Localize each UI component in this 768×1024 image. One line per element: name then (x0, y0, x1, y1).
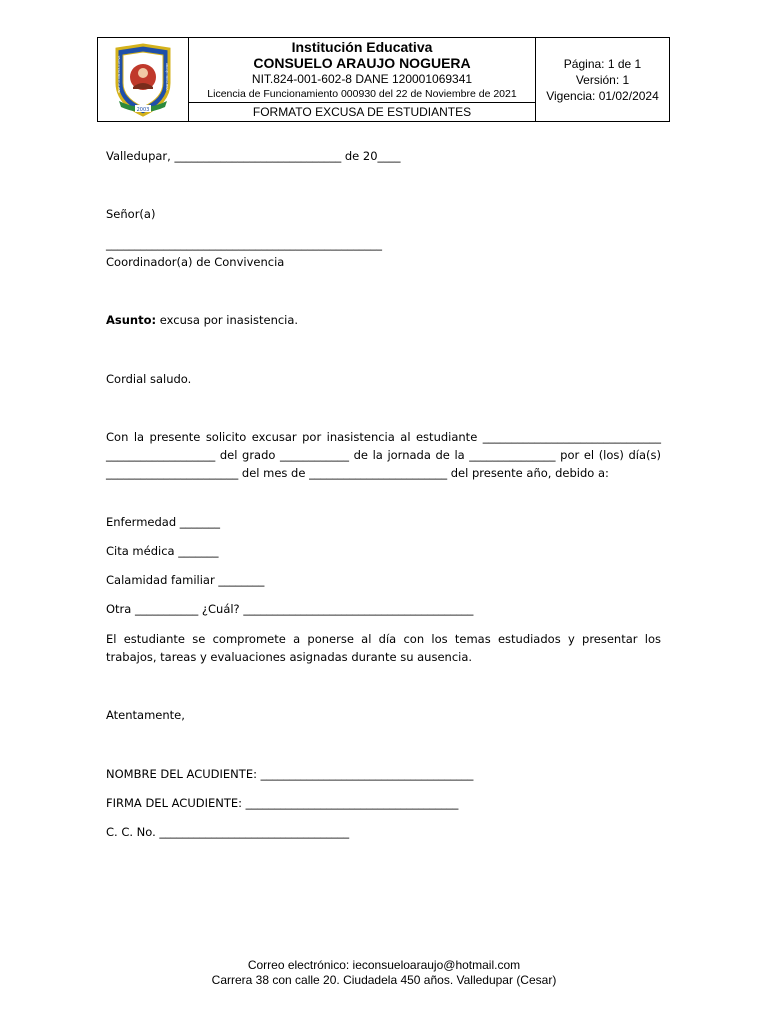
document-control (536, 38, 670, 122)
logo-text-left: INSTITUCIÓN EDUCATIVA (117, 55, 121, 93)
subject-text: excusa por inasistencia. (156, 313, 299, 327)
recipient-title: Coordinador(a) de Convivencia (106, 255, 285, 269)
nit-dane: NIT.824-001-602-8 DANE 120001069341 (251, 72, 473, 86)
reason-family: Calamidad familiar ________ (106, 573, 265, 587)
guardian-name: NOMBRE DEL ACUDIENTE: _____________________________________ (106, 767, 474, 781)
document-header (97, 37, 670, 122)
school-crest-logo (113, 43, 173, 117)
logo-text-right: ARAUJO NOGUERA (165, 62, 169, 90)
request-paragraph: Con la presente solicito excusar por inasistencia al estudiante _______________________________ ___________________ del grado ____________ de la jornada de la _______________ por el (los) día(s) _______________________ del mes de ________________________ del presente año, debido a: (106, 430, 661, 480)
date-line: Valledupar, _____________________________ de 20____ (106, 149, 401, 163)
guardian-signature: FIRMA DEL ACUDIENTE: _____________________________________ (106, 796, 459, 810)
subject-label: Asunto: (106, 313, 157, 327)
reason-illness: Enfermedad _______ (106, 515, 221, 529)
institution-name: CONSUELO ARAUJO NOGUERA (253, 55, 471, 71)
footer-address: Carrera 38 con calle 20. Ciudadela 450 años. Valledupar (Cesar) (211, 973, 557, 987)
subject-line (106, 311, 661, 329)
license-text: Licencia de Funcionamiento 000930 del 22 de Noviembre de 2021 (207, 88, 517, 100)
footer-email: Correo electrónico: ieconsueloaraujo@hotmail.com (247, 958, 521, 972)
closing: Atentamente, (106, 708, 185, 722)
form-title: FORMATO EXCUSA DE ESTUDIANTES (189, 103, 536, 122)
commitment-paragraph: El estudiante se compromete a ponerse al día con los temas estudiados y presentar los trabajos, tareas y evaluaciones asignadas durante su ausencia. (106, 632, 661, 664)
institution-info (189, 38, 536, 103)
version: Versión: 1 (575, 72, 630, 87)
salutation: Señor(a) (106, 207, 156, 221)
page-number: Página: 1 de 1 (563, 56, 642, 71)
validity-date: Vigencia: 01/02/2024 (546, 88, 659, 103)
reason-medical: Cita médica _______ (106, 544, 219, 558)
recipient-blank: ________________________________________________ (106, 237, 382, 251)
id-number: C. C. No. _________________________________ (106, 825, 350, 839)
reason-other: Otra ___________ ¿Cuál? ________________________________________ (106, 602, 474, 616)
logo-year: 2003 (136, 106, 150, 113)
greeting: Cordial saludo. (106, 372, 192, 386)
institution-label: Institución Educativa (291, 39, 433, 55)
logo-cell (98, 38, 189, 122)
